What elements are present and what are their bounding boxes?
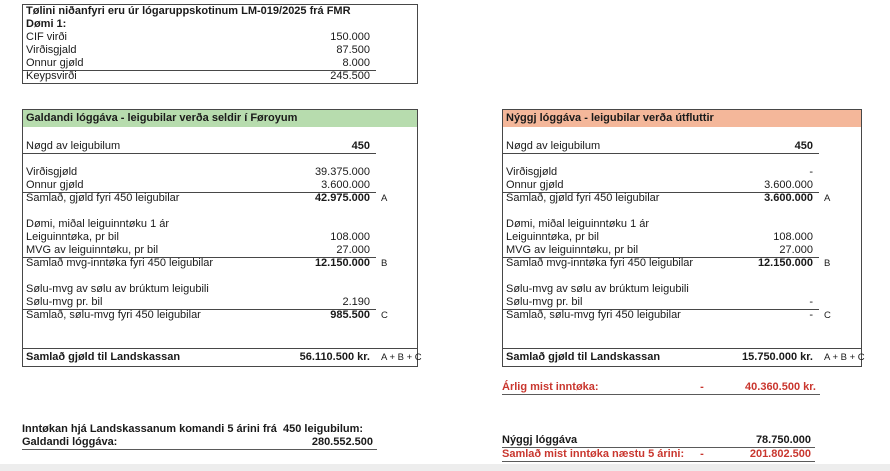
annual-loss-value: 40.360.500 kr. — [745, 381, 816, 393]
five-year-new-value: 78.750.000 — [755, 434, 811, 446]
table-row — [23, 140, 417, 153]
table-row — [23, 244, 417, 257]
row-value — [261, 283, 376, 296]
row-label: Samlað, gjøld fyri 450 leigubilar — [506, 192, 660, 204]
row-tag: B — [381, 258, 388, 269]
table-row — [503, 218, 861, 231]
five-year-loss-value: 201.802.500 — [749, 448, 811, 460]
table-row — [23, 57, 417, 70]
row-tag — [376, 218, 417, 231]
row-tag — [819, 218, 861, 231]
table-row — [503, 231, 861, 244]
spacer-row — [23, 127, 417, 140]
annual-loss-dash: - — [700, 381, 704, 393]
spacer-row — [503, 335, 861, 348]
five-year-loss-dash: - — [700, 448, 704, 460]
row-value: 985.500 — [330, 309, 370, 321]
five-year-current-row — [22, 436, 377, 450]
row-tag — [376, 283, 417, 296]
info-table — [22, 4, 418, 84]
row-value: 3.600.000 — [261, 179, 376, 193]
new-law-header: Nýggj lóggáva - leigubilar verða útfluttir — [503, 110, 861, 127]
row-label: MVG av leiguinntøku, pr bil — [23, 244, 261, 258]
five-year-new-row — [502, 434, 815, 448]
row-label: Virðisgjald — [26, 44, 77, 56]
row-value: 87.500 — [336, 44, 370, 56]
row-label: Dømi, miðal leiguinntøku 1 ár — [506, 218, 650, 230]
row-value — [261, 218, 376, 231]
info-title: Tølini niðanfyri eru úr lógaruppskotinum LM-019/2025 frá FMR — [26, 5, 351, 17]
row-label: Samlað gjøld til Landskassan — [506, 351, 661, 363]
row-label: Onnur gjøld — [23, 179, 261, 193]
row-label: Sølu-mvg av sølu av brúktum leigubili — [506, 283, 689, 295]
spacer-row — [503, 153, 861, 166]
five-year-current-value: 280.552.500 — [311, 436, 373, 448]
table-row — [23, 296, 417, 309]
row-value: 39.375.000 — [314, 166, 370, 178]
row-tag — [376, 296, 417, 310]
row-tag: C — [824, 310, 831, 321]
table-row — [503, 192, 861, 205]
table-row — [23, 31, 417, 44]
current-law-header: Galdandi lóggáva - leigubilar verða seldir í Føroyum — [23, 110, 417, 127]
row-tag — [376, 179, 417, 193]
table-row — [503, 257, 861, 270]
row-tag — [376, 57, 417, 71]
row-value: 42.975.000 — [314, 192, 370, 204]
spacer-row — [503, 205, 861, 218]
row-value: 15.750.000 kr. — [742, 351, 813, 363]
info-title-row — [23, 5, 417, 18]
row-label: Virðisgjøld — [26, 166, 78, 178]
row-value: 12.150.000 — [314, 257, 370, 269]
row-label: Samlað, gjøld fyri 450 leigubilar — [26, 192, 180, 204]
row-value: 108.000 — [330, 231, 370, 243]
row-value: 12.150.000 — [757, 257, 813, 269]
table-row — [503, 283, 861, 296]
spacer-row — [23, 153, 417, 166]
row-tag — [819, 140, 861, 154]
row-tag: B — [824, 258, 831, 269]
row-value: 245.500 — [330, 70, 370, 82]
row-label: Sølu-mvg pr. bil — [23, 296, 261, 310]
row-label: CIF virði — [26, 31, 67, 43]
spacer-row — [23, 205, 417, 218]
row-label: Leiguinntøka, pr bil — [506, 231, 599, 243]
row-tag — [376, 140, 417, 154]
row-value: 450 — [704, 140, 819, 154]
row-tag: A + B + C — [824, 352, 865, 363]
row-label: Samlað mvg-inntøka fyri 450 leigubilar — [506, 257, 694, 269]
row-tag — [819, 231, 861, 244]
row-value: 108.000 — [773, 231, 813, 243]
row-value: - — [809, 166, 813, 178]
row-label: Sølu-mvg av sølu av brúktum leigubili — [26, 283, 209, 295]
row-tag — [376, 44, 417, 57]
total-row — [23, 348, 422, 366]
row-label: Sølu-mvg pr. bil — [503, 296, 704, 310]
five-year-new-label: Nýggj lóggáva — [502, 434, 578, 446]
five-year-loss-label: Samlað mist inntøka næstu 5 árini: — [502, 448, 685, 460]
row-tag — [819, 179, 861, 193]
row-tag: A + B + C — [381, 352, 422, 363]
row-label: Samlað, sølu-mvg fyri 450 leigubilar — [506, 309, 681, 321]
total-row — [503, 348, 865, 366]
spacer-row — [503, 322, 861, 335]
table-row — [23, 192, 417, 205]
row-tag — [819, 283, 861, 296]
row-label: Samlað mvg-inntøka fyri 450 leigubilar — [26, 257, 214, 269]
row-value: 2.190 — [261, 296, 376, 310]
table-row — [23, 231, 417, 244]
row-value: 3.600.000 — [704, 179, 819, 193]
row-label: Samlað, sølu-mvg fyri 450 leigubilar — [26, 309, 201, 321]
row-value: 8.000 — [261, 57, 376, 71]
table-row — [23, 309, 417, 322]
spacer-row — [503, 127, 861, 140]
row-label: Keypsvirði — [26, 70, 77, 82]
spacer-row — [23, 335, 417, 348]
row-label: Nøgd av leigubilum — [23, 140, 261, 154]
row-label: Samlað gjøld til Landskassan — [26, 351, 181, 363]
window-edge-strip — [0, 464, 890, 471]
info-subtitle-row — [23, 18, 417, 31]
row-value: - — [809, 309, 813, 321]
table-row — [23, 44, 417, 57]
table-row — [23, 70, 417, 83]
table-row — [23, 283, 417, 296]
row-value: 3.600.000 — [764, 192, 813, 204]
five-year-current-block — [22, 423, 377, 450]
row-tag: A — [824, 193, 831, 204]
row-tag — [376, 166, 417, 179]
row-value: - — [704, 296, 819, 310]
row-tag: C — [381, 310, 388, 321]
row-value: 150.000 — [330, 31, 370, 43]
row-value — [704, 218, 819, 231]
table-row — [23, 179, 417, 192]
row-tag — [819, 166, 861, 179]
current-law-table — [22, 109, 422, 367]
row-tag — [376, 231, 417, 244]
table-row — [23, 166, 417, 179]
table-row — [23, 218, 417, 231]
row-value: 56.110.500 kr. — [299, 351, 370, 363]
row-value: 27.000 — [261, 244, 376, 258]
row-label: Onnur gjøld — [503, 179, 704, 193]
row-label: Onnur gjøld — [23, 57, 261, 71]
row-label: Dømi, miðal leiguinntøku 1 ár — [26, 218, 170, 230]
row-value: 27.000 — [704, 244, 819, 258]
row-label: Nøgd av leigubilum — [503, 140, 704, 154]
annual-loss-label: Árlig mist inntøka: — [502, 381, 599, 393]
table-row — [503, 166, 861, 179]
row-tag — [376, 31, 417, 44]
row-value: 450 — [261, 140, 376, 154]
row-tag — [819, 296, 861, 310]
table-row — [503, 309, 861, 322]
annual-loss-row — [502, 381, 820, 395]
row-tag — [376, 70, 417, 83]
spacer-row — [503, 270, 861, 283]
row-value — [704, 283, 819, 296]
row-tag: A — [381, 193, 388, 204]
five-year-current-label: Galdandi lóggáva: — [22, 436, 118, 448]
info-subtitle: Dømi 1: — [26, 18, 67, 30]
five-year-loss-row — [502, 448, 815, 462]
five-year-heading: Inntøkan hjá Landskassanum komandi 5 árini frá 450 leigubilum: — [22, 423, 364, 435]
spacer-row — [23, 322, 417, 335]
table-row — [23, 257, 417, 270]
row-tag — [819, 244, 861, 258]
five-year-new-block — [502, 434, 815, 462]
row-label: Virðisgjøld — [506, 166, 558, 178]
table-row — [503, 179, 861, 192]
row-label: Leiguinntøka, pr bil — [26, 231, 119, 243]
table-row — [503, 244, 861, 257]
table-row — [503, 140, 861, 153]
spacer-row — [23, 270, 417, 283]
row-label: MVG av leiguinntøku, pr bil — [503, 244, 704, 258]
row-tag — [376, 244, 417, 258]
table-row — [503, 296, 861, 309]
new-law-table — [502, 109, 865, 367]
